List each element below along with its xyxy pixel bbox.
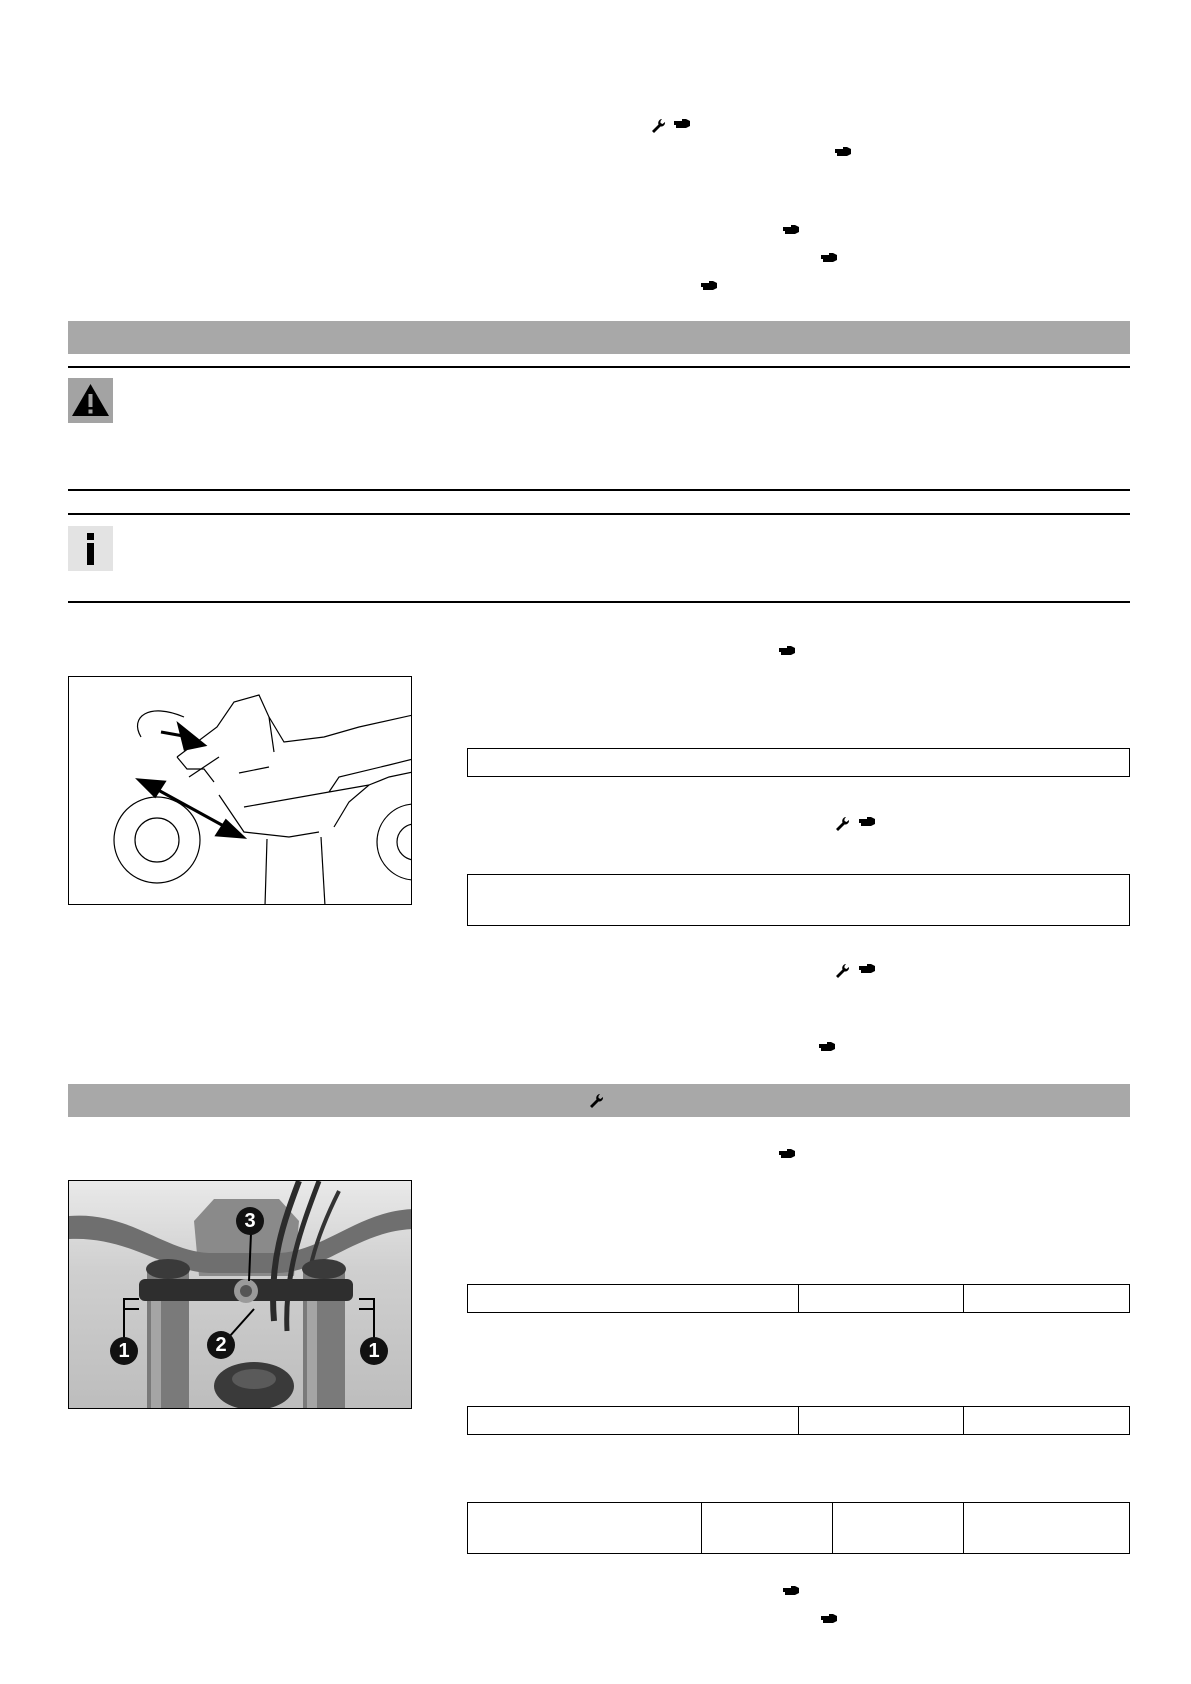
spec-table bbox=[467, 748, 1130, 777]
divider bbox=[68, 489, 1130, 491]
section-heading-bar bbox=[68, 1084, 1130, 1117]
pointing-hand-icon bbox=[820, 252, 838, 263]
pointing-hand-icon bbox=[782, 1585, 800, 1596]
pointing-hand-icon bbox=[818, 1041, 836, 1052]
wrench-icon bbox=[835, 816, 850, 832]
callout-3: 3 bbox=[236, 1207, 264, 1235]
table-cell-divider bbox=[701, 1503, 702, 1553]
divider bbox=[68, 601, 1130, 603]
divider bbox=[68, 513, 1130, 515]
table-cell-divider bbox=[798, 1285, 799, 1312]
table-cell-divider bbox=[963, 1503, 964, 1553]
table-cell-divider bbox=[963, 1285, 964, 1312]
pointing-hand-icon bbox=[820, 1613, 838, 1624]
pointing-hand-icon bbox=[778, 1148, 796, 1159]
warning-triangle-icon bbox=[68, 378, 113, 423]
spec-table bbox=[467, 1406, 1130, 1435]
divider bbox=[68, 366, 1130, 368]
info-icon bbox=[68, 526, 113, 571]
pointing-hand-icon bbox=[834, 146, 852, 157]
spec-table bbox=[467, 1502, 1130, 1554]
callout-1-right: 1 bbox=[360, 1337, 388, 1365]
callout-2: 2 bbox=[207, 1331, 235, 1359]
wrench-icon bbox=[589, 1093, 604, 1109]
fork-clamp-photo bbox=[68, 1180, 412, 1409]
spec-table bbox=[467, 874, 1130, 926]
pointing-hand-icon bbox=[858, 816, 876, 827]
pointing-hand-icon bbox=[858, 963, 876, 974]
wrench-icon bbox=[651, 118, 666, 134]
section-heading-bar bbox=[68, 321, 1130, 354]
table-cell-divider bbox=[963, 1407, 964, 1434]
pointing-hand-icon bbox=[782, 224, 800, 235]
motorcycle-diagram bbox=[68, 676, 412, 905]
pointing-hand-icon bbox=[673, 118, 691, 129]
table-cell-divider bbox=[798, 1407, 799, 1434]
pointing-hand-icon bbox=[778, 645, 796, 656]
callout-1-left: 1 bbox=[110, 1337, 138, 1365]
pointing-hand-icon bbox=[700, 280, 718, 291]
table-cell-divider bbox=[832, 1503, 833, 1553]
wrench-icon bbox=[835, 963, 850, 979]
spec-table bbox=[467, 1284, 1130, 1313]
